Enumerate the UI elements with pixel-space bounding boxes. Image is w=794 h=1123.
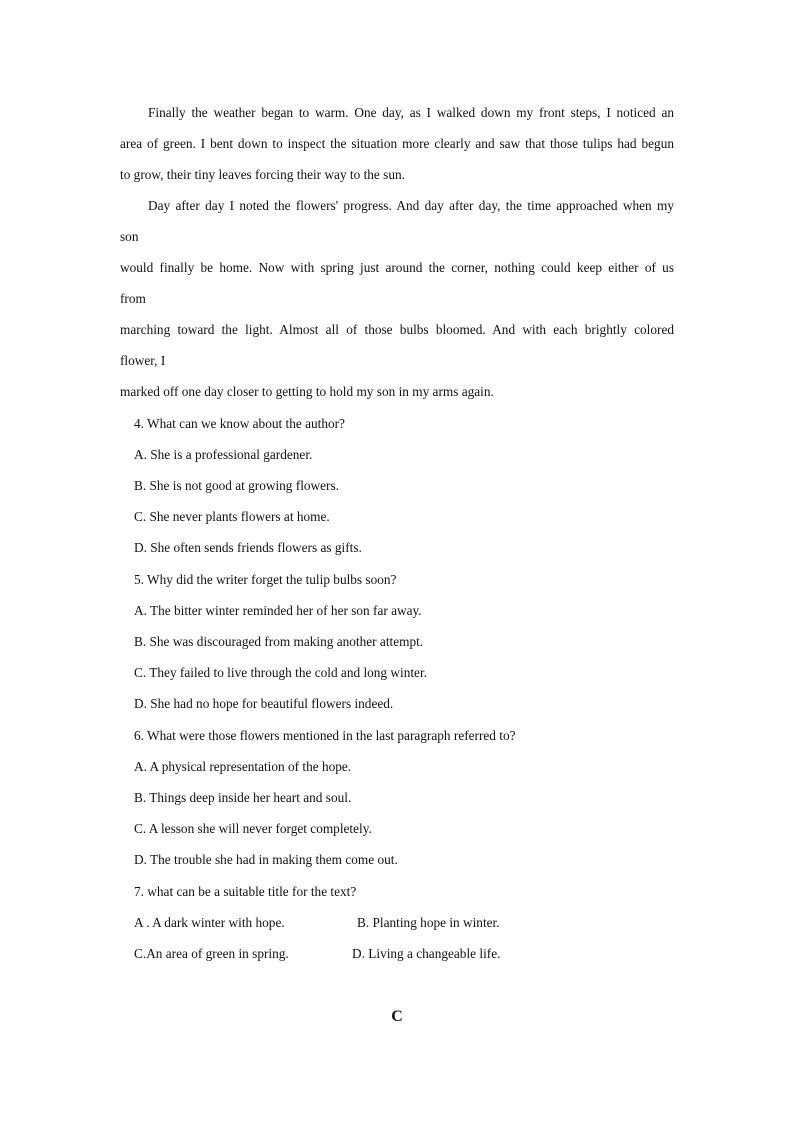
question-stem-5: 5. Why did the writer forget the tulip bulbs soon? [134, 572, 397, 587]
option-6a: A. A physical representation of the hope. [134, 759, 352, 774]
option-5a: A. The bitter winter reminded her of her son far away. [134, 603, 422, 618]
option-4a: A. She is a professional gardener. [134, 447, 313, 462]
paragraph-line: marked off one day closer to getting to hold my son in my arms again. [120, 384, 494, 399]
paragraph-line: Finally the weather began to warm. One day, as I walked down my front steps, I noticed an [148, 105, 674, 120]
option-7c: C.An area of green in spring. [134, 946, 289, 961]
paragraph-2 [120, 190, 674, 407]
option-6c: C. A lesson she will never forget completely. [134, 821, 372, 836]
option-5d: D. She had no hope for beautiful flowers indeed. [134, 696, 394, 711]
option-6b: B. Things deep inside her heart and soul. [134, 790, 352, 805]
paragraph-line: Day after day I noted the flowers' progress. And day after day, the time approached when my [148, 198, 674, 213]
paragraph-line: son [120, 229, 139, 244]
paragraph-line: marching toward the light. Almost all of those bulbs bloomed. And with each brightly colored [120, 322, 674, 337]
option-4c: C. She never plants flowers at home. [134, 509, 330, 524]
option-7b: B. Planting hope in winter. [357, 915, 500, 930]
section-heading: C [391, 1008, 403, 1025]
paragraph-line: flower, I [120, 353, 166, 368]
paragraph-1 [120, 97, 674, 190]
option-6d: D. The trouble she had in making them come out. [134, 852, 398, 867]
question-stem-4: 4. What can we know about the author? [134, 416, 345, 431]
question-stem-6: 6. What were those flowers mentioned in the last paragraph referred to? [134, 728, 516, 743]
paragraph-line: to grow, their tiny leaves forcing their way to the sun. [120, 167, 405, 182]
paragraph-line: would finally be home. Now with spring just around the corner, nothing could keep either of us [120, 260, 674, 275]
question-stem-7: 7. what can be a suitable title for the text? [134, 884, 357, 899]
option-5c: C. They failed to live through the cold and long winter. [134, 665, 427, 680]
paragraph-line: area of green. I bent down to inspect the situation more clearly and saw that those tulips had begun [120, 136, 674, 151]
option-7d: D. Living a changeable life. [352, 946, 501, 961]
paragraph-line: from [120, 291, 146, 306]
option-4d: D. She often sends friends flowers as gifts. [134, 540, 362, 555]
option-4b: B. She is not good at growing flowers. [134, 478, 339, 493]
option-5b: B. She was discouraged from making another attempt. [134, 634, 424, 649]
option-7a: A . A dark winter with hope. [134, 915, 285, 930]
